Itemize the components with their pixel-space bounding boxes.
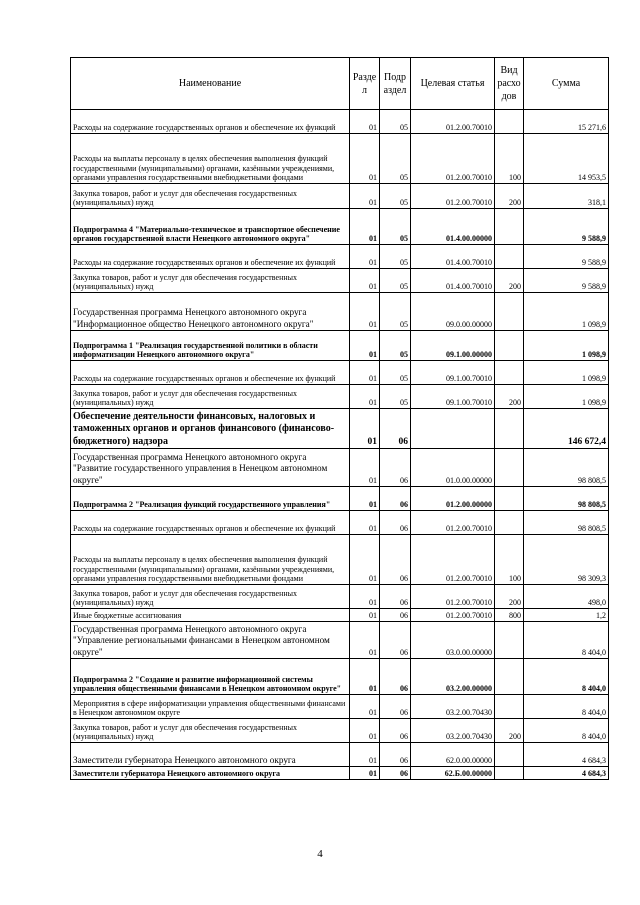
- table-row: [71, 659, 609, 695]
- cell-celevaya: 01.4.00.70010: [411, 245, 495, 269]
- table-row: [71, 184, 609, 209]
- cell-celevaya: 01.2.00.70010: [411, 535, 495, 585]
- cell-summa: 4 684,3: [524, 743, 609, 767]
- cell-name: Подпрограмма 4 "Материально-техническое и транспортное обеспечение органов государственной власти Ненецкого автономного округа": [71, 209, 350, 245]
- cell-summa: 8 404,0: [524, 695, 609, 719]
- cell-celevaya: 01.0.00.00000: [411, 449, 495, 487]
- table-body: [71, 110, 609, 780]
- cell-podrazdel: 06: [380, 511, 411, 535]
- cell-name: Расходы на выплаты персоналу в целях обеспечения выполнения функций государственными (муниципальными) органами, казёнными учреждениями, органами управления государственными внебюджетными фондами: [71, 535, 350, 585]
- cell-razdel: 01: [350, 293, 380, 331]
- cell-razdel: 01: [350, 767, 380, 780]
- table-row: [71, 535, 609, 585]
- cell-vid: [495, 209, 524, 245]
- table-row: [71, 331, 609, 361]
- cell-summa: 1,2: [524, 609, 609, 622]
- cell-razdel: 01: [350, 449, 380, 487]
- cell-razdel: 01: [350, 585, 380, 609]
- cell-summa: 1 098,9: [524, 361, 609, 385]
- cell-razdel: 01: [350, 743, 380, 767]
- table-row: [71, 695, 609, 719]
- table-row: [71, 209, 609, 245]
- cell-vid: 200: [495, 719, 524, 743]
- table-row: [71, 719, 609, 743]
- cell-razdel: 01: [350, 331, 380, 361]
- header-razdel: Разде л: [350, 58, 380, 110]
- cell-podrazdel: 06: [380, 719, 411, 743]
- cell-summa: 98 808,5: [524, 511, 609, 535]
- cell-summa: 9 588,9: [524, 245, 609, 269]
- cell-name: Расходы на выплаты персоналу в целях обеспечения выполнения функций государственными (муниципальными) органами, казёнными учреждениями, органами управления государственными внебюджетными фондами: [71, 134, 350, 184]
- header-name: Наименование: [71, 58, 350, 110]
- cell-name: Обеспечение деятельности финансовых, налоговых и таможенных органов и органов финансового (финансово-бюджетного) надзора: [71, 409, 350, 449]
- cell-podrazdel: 05: [380, 293, 411, 331]
- cell-vid: 200: [495, 385, 524, 409]
- budget-table-sheet: [70, 57, 608, 780]
- cell-vid: [495, 110, 524, 134]
- cell-razdel: 01: [350, 719, 380, 743]
- cell-celevaya: 01.2.00.70010: [411, 585, 495, 609]
- table-row: [71, 409, 609, 449]
- table-row: [71, 110, 609, 134]
- header-podrazdel: Подр аздел: [380, 58, 411, 110]
- cell-name: Закупка товаров, работ и услуг для обеспечения государственных (муниципальных) нужд: [71, 269, 350, 293]
- cell-celevaya: 03.0.00.00000: [411, 622, 495, 659]
- table-row: [71, 449, 609, 487]
- table-header-row: [71, 58, 609, 110]
- cell-name: Подпрограмма 1 "Реализация государственной политики в области информатизации Ненецкого автономного округа": [71, 331, 350, 361]
- cell-vid: [495, 511, 524, 535]
- table-row: [71, 293, 609, 331]
- table-row: [71, 743, 609, 767]
- budget-table: [70, 57, 609, 780]
- cell-vid: [495, 361, 524, 385]
- table-row: [71, 585, 609, 609]
- table-row: [71, 269, 609, 293]
- cell-podrazdel: 06: [380, 622, 411, 659]
- cell-summa: 318,1: [524, 184, 609, 209]
- cell-podrazdel: 06: [380, 609, 411, 622]
- cell-summa: 14 953,5: [524, 134, 609, 184]
- cell-name: Расходы на содержание государственных органов и обеспечение их функций: [71, 361, 350, 385]
- cell-name: Государственная программа Ненецкого автономного округа "Управление региональными финансами в Ненецком автономном округе": [71, 622, 350, 659]
- table-row: [71, 511, 609, 535]
- cell-celevaya: 09.1.00.70010: [411, 361, 495, 385]
- cell-podrazdel: 05: [380, 385, 411, 409]
- cell-summa: 8 404,0: [524, 719, 609, 743]
- cell-celevaya: 62.Б.00.00000: [411, 767, 495, 780]
- cell-vid: 200: [495, 269, 524, 293]
- cell-podrazdel: 06: [380, 409, 411, 449]
- cell-vid: [495, 331, 524, 361]
- cell-name: Иные бюджетные ассигнования: [71, 609, 350, 622]
- cell-podrazdel: 05: [380, 269, 411, 293]
- cell-celevaya: 01.2.00.00000: [411, 487, 495, 511]
- cell-name: Расходы на содержание государственных органов и обеспечение их функций: [71, 110, 350, 134]
- header-vid: Вид расхо дов: [495, 58, 524, 110]
- cell-razdel: 01: [350, 487, 380, 511]
- table-row: [71, 134, 609, 184]
- header-celevaya: Целевая статья: [411, 58, 495, 110]
- table-row: [71, 487, 609, 511]
- cell-name: Закупка товаров, работ и услуг для обеспечения государственных (муниципальных) нужд: [71, 585, 350, 609]
- cell-celevaya: 03.2.00.70430: [411, 719, 495, 743]
- cell-podrazdel: 06: [380, 535, 411, 585]
- cell-podrazdel: 05: [380, 134, 411, 184]
- cell-razdel: 01: [350, 245, 380, 269]
- table-row: [71, 385, 609, 409]
- cell-name: Подпрограмма 2 "Создание и развитие информационной системы управления общественными финансами в Ненецком автономном округе": [71, 659, 350, 695]
- cell-summa: 98 309,3: [524, 535, 609, 585]
- cell-celevaya: 01.2.00.70010: [411, 609, 495, 622]
- cell-summa: 498,0: [524, 585, 609, 609]
- cell-podrazdel: 05: [380, 184, 411, 209]
- cell-razdel: 01: [350, 209, 380, 245]
- cell-celevaya: 01.4.00.00000: [411, 209, 495, 245]
- cell-vid: 800: [495, 609, 524, 622]
- cell-podrazdel: 06: [380, 767, 411, 780]
- cell-podrazdel: 05: [380, 110, 411, 134]
- cell-summa: 1 098,9: [524, 385, 609, 409]
- cell-celevaya: 01.2.00.70010: [411, 110, 495, 134]
- cell-podrazdel: 06: [380, 659, 411, 695]
- cell-summa: 4 684,3: [524, 767, 609, 780]
- cell-vid: [495, 409, 524, 449]
- cell-podrazdel: 05: [380, 245, 411, 269]
- cell-razdel: 01: [350, 110, 380, 134]
- cell-podrazdel: 05: [380, 331, 411, 361]
- table-row: [71, 245, 609, 269]
- cell-razdel: 01: [350, 622, 380, 659]
- cell-celevaya: 09.1.00.70010: [411, 385, 495, 409]
- cell-name: Закупка товаров, работ и услуг для обеспечения государственных (муниципальных) нужд: [71, 385, 350, 409]
- cell-name: Расходы на содержание государственных органов и обеспечение их функций: [71, 511, 350, 535]
- cell-summa: 1 098,9: [524, 293, 609, 331]
- cell-name: Закупка товаров, работ и услуг для обеспечения государственных (муниципальных) нужд: [71, 719, 350, 743]
- cell-name: Мероприятия в сфере информатизации управления общественными финансами в Ненецком автономном округе: [71, 695, 350, 719]
- cell-podrazdel: 06: [380, 695, 411, 719]
- cell-razdel: 01: [350, 511, 380, 535]
- cell-razdel: 01: [350, 659, 380, 695]
- cell-vid: [495, 743, 524, 767]
- cell-razdel: 01: [350, 385, 380, 409]
- page-number: 4: [317, 848, 323, 860]
- cell-vid: [495, 659, 524, 695]
- cell-celevaya: 03.2.00.00000: [411, 659, 495, 695]
- cell-summa: 1 098,9: [524, 331, 609, 361]
- cell-summa: 146 672,4: [524, 409, 609, 449]
- cell-podrazdel: 05: [380, 209, 411, 245]
- cell-summa: 9 588,9: [524, 209, 609, 245]
- cell-celevaya: 09.1.00.00000: [411, 331, 495, 361]
- cell-podrazdel: 06: [380, 449, 411, 487]
- cell-name: Расходы на содержание государственных органов и обеспечение их функций: [71, 245, 350, 269]
- cell-name: Подпрограмма 2 "Реализация функций государственного управления": [71, 487, 350, 511]
- cell-vid: [495, 487, 524, 511]
- cell-vid: 200: [495, 184, 524, 209]
- cell-celevaya: 62.0.00.00000: [411, 743, 495, 767]
- cell-celevaya: 01.2.00.70010: [411, 511, 495, 535]
- table-row: [71, 361, 609, 385]
- cell-razdel: 01: [350, 609, 380, 622]
- cell-celevaya: [411, 409, 495, 449]
- cell-vid: [495, 767, 524, 780]
- cell-razdel: 01: [350, 409, 380, 449]
- cell-celevaya: 01.2.00.70010: [411, 184, 495, 209]
- cell-razdel: 01: [350, 269, 380, 293]
- cell-celevaya: 03.2.00.70430: [411, 695, 495, 719]
- cell-summa: 8 404,0: [524, 622, 609, 659]
- cell-summa: 98 808,5: [524, 449, 609, 487]
- table-row: [71, 767, 609, 780]
- table-row: [71, 622, 609, 659]
- cell-name: Государственная программа Ненецкого автономного округа "Развитие государственного управления в Ненецком автономном округе": [71, 449, 350, 487]
- cell-vid: 100: [495, 134, 524, 184]
- cell-vid: [495, 695, 524, 719]
- cell-celevaya: 09.0.00.00000: [411, 293, 495, 331]
- cell-podrazdel: 05: [380, 361, 411, 385]
- cell-podrazdel: 06: [380, 585, 411, 609]
- cell-summa: 8 404,0: [524, 659, 609, 695]
- cell-vid: [495, 245, 524, 269]
- cell-vid: [495, 622, 524, 659]
- cell-celevaya: 01.2.00.70010: [411, 134, 495, 184]
- cell-name: Заместители губернатора Ненецкого автономного округа: [71, 767, 350, 780]
- cell-summa: 98 808,5: [524, 487, 609, 511]
- cell-celevaya: 01.4.00.70010: [411, 269, 495, 293]
- table-row: [71, 609, 609, 622]
- cell-razdel: 01: [350, 695, 380, 719]
- cell-vid: [495, 449, 524, 487]
- cell-razdel: 01: [350, 535, 380, 585]
- cell-vid: 100: [495, 535, 524, 585]
- cell-podrazdel: 06: [380, 487, 411, 511]
- cell-vid: 200: [495, 585, 524, 609]
- cell-vid: [495, 293, 524, 331]
- cell-name: Государственная программа Ненецкого автономного округа "Информационное общество Ненецкого автономного округа": [71, 293, 350, 331]
- cell-summa: 9 588,9: [524, 269, 609, 293]
- cell-summa: 15 271,6: [524, 110, 609, 134]
- header-summa: Сумма: [524, 58, 609, 110]
- cell-name: Закупка товаров, работ и услуг для обеспечения государственных (муниципальных) нужд: [71, 184, 350, 209]
- cell-razdel: 01: [350, 184, 380, 209]
- cell-podrazdel: 06: [380, 743, 411, 767]
- cell-name: Заместители губернатора Ненецкого автономного округа: [71, 743, 350, 767]
- cell-razdel: 01: [350, 361, 380, 385]
- cell-razdel: 01: [350, 134, 380, 184]
